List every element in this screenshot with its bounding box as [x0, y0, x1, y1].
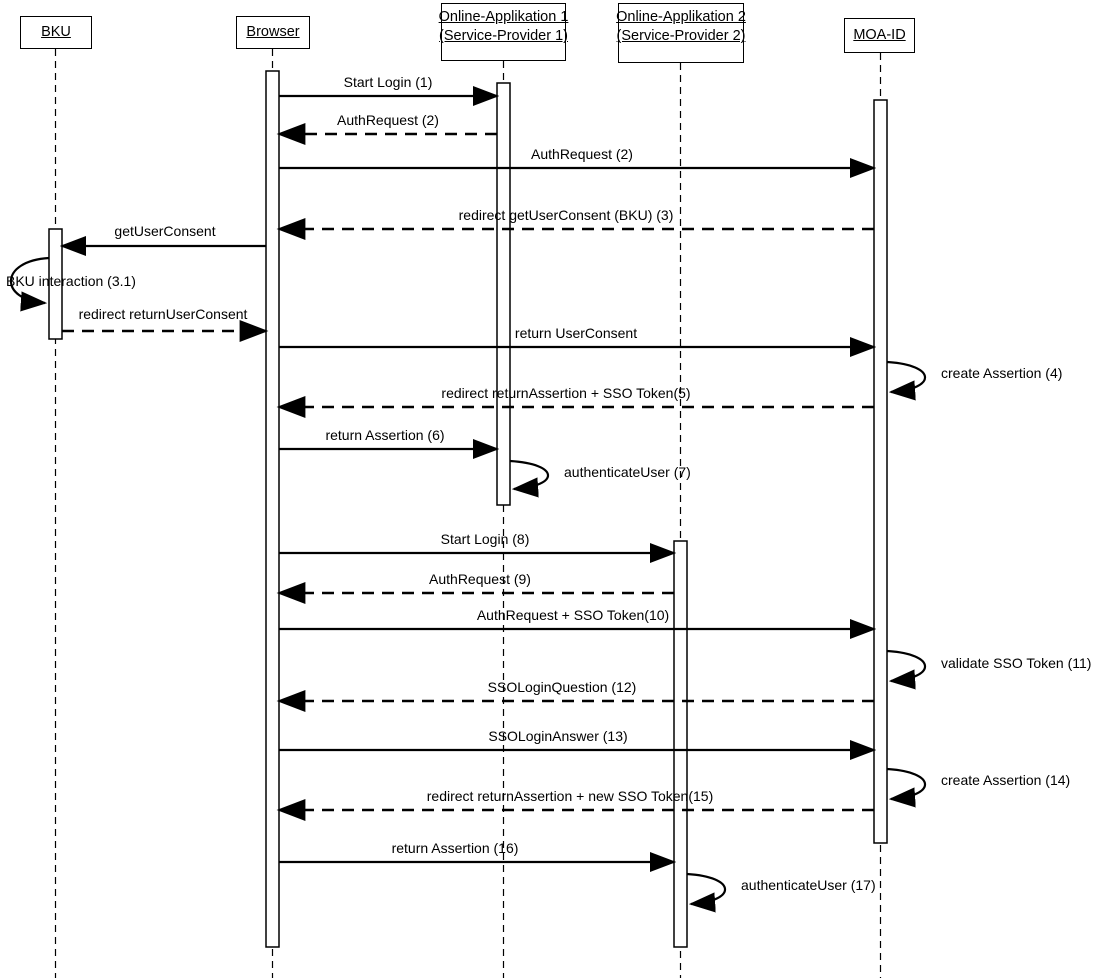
self-message-label: BKU interaction (3.1) — [6, 273, 136, 289]
message-label: return Assertion (16) — [391, 840, 519, 856]
actor-label: Online-Applikation 2 — [616, 9, 746, 25]
activation-bar-oa2 — [674, 541, 687, 947]
message-label: AuthRequest (9) — [429, 571, 531, 587]
activation-bar-moaid — [874, 100, 887, 843]
actor-label: MOA-ID — [853, 27, 906, 43]
actor-label: Browser — [246, 24, 300, 40]
actor-sublabel: (Service-Provider 1) — [439, 28, 568, 44]
message-label: SSOLoginQuestion (12) — [487, 679, 637, 695]
self-message-label: validate SSO Token (11) — [941, 655, 1092, 671]
message-label: return Assertion (6) — [325, 427, 445, 443]
message-label: AuthRequest (2) — [531, 146, 633, 162]
activation-bar-oa1 — [497, 83, 510, 505]
actor-box-oa1 — [438, 3, 569, 61]
message-label: getUserConsent — [114, 223, 216, 239]
actor-box-browser — [236, 16, 310, 49]
actor-label: BKU — [41, 24, 71, 40]
self-message-label: create Assertion (14) — [941, 772, 1071, 788]
message-label: AuthRequest (2) — [337, 112, 439, 128]
message-label: redirect getUserConsent (BKU) (3) — [458, 207, 674, 223]
actor-box-moaid — [844, 18, 915, 53]
message-label: Start Login (8) — [440, 531, 530, 547]
self-message-label: authenticateUser (17) — [741, 877, 876, 893]
message-label: redirect returnAssertion + SSO Token(5) — [441, 385, 691, 401]
self-message-label: authenticateUser (7) — [564, 464, 691, 480]
self-message-label: create Assertion (4) — [941, 365, 1063, 381]
message-label: Start Login (1) — [343, 74, 433, 90]
actor-box-bku — [20, 16, 92, 49]
message-label: redirect returnUserConsent — [78, 306, 248, 322]
self-message-arrow-4 — [887, 651, 925, 681]
message-label: return UserConsent — [514, 325, 638, 341]
actor-sublabel: (Service-Provider 2) — [616, 28, 746, 44]
message-label: AuthRequest + SSO Token(10) — [476, 607, 670, 623]
actor-box-oa2 — [618, 3, 744, 63]
self-message-arrow-2 — [887, 362, 925, 392]
message-label: redirect returnAssertion + new SSO Token(15) — [426, 788, 714, 804]
message-label: SSOLoginAnswer (13) — [488, 728, 628, 744]
self-message-arrow-6 — [687, 874, 725, 904]
self-message-arrow-5 — [887, 769, 925, 799]
self-message-arrow-3 — [510, 461, 548, 489]
activation-bar-browser — [266, 71, 279, 947]
actor-label: Online-Applikation 1 — [438, 9, 569, 25]
